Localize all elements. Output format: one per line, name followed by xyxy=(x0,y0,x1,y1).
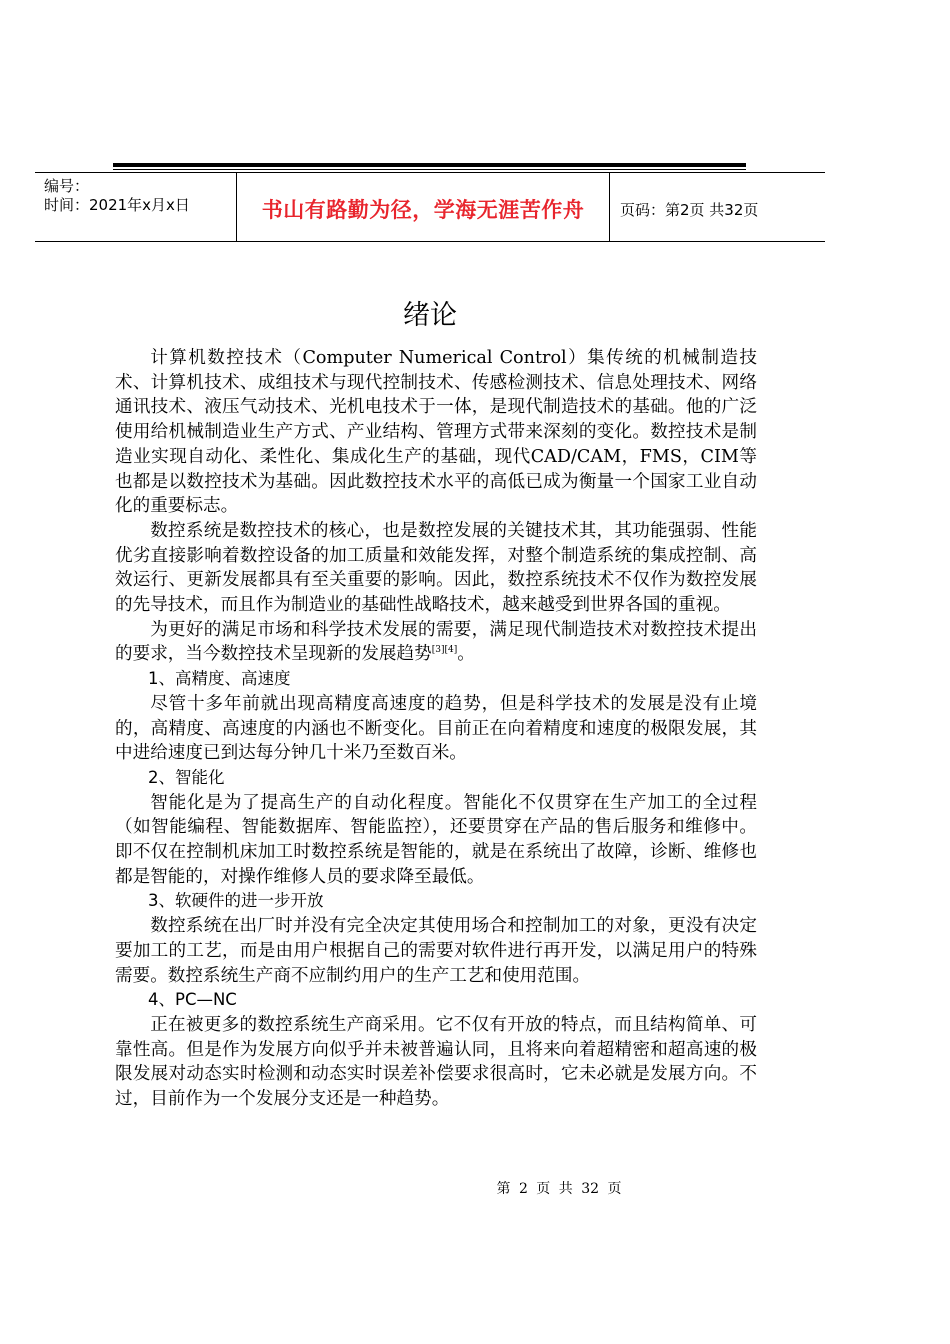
page-footer: 第 2 页 共 32 页 xyxy=(496,1181,622,1197)
citation: [3][4] xyxy=(431,645,458,656)
header-page-cell xyxy=(610,173,825,241)
sentence-end: 。 xyxy=(457,644,475,665)
section-body: 正在被更多的数控系统生产商采用。它不仅有开放的特点，而且结构简单、可靠性高。但是作为发展方向似乎并未被普遍认同，且将来向着超精密和超高速的极限发展对动态实时检测和动态实时误差补偿要求很高时，它未必就是发展方向。不过，目前作为一个发展分支还是一种趋势。 xyxy=(115,1014,757,1110)
motto-text: 书山有路勤为径，学海无涯苦作舟 xyxy=(261,198,585,222)
paragraph: 计算机数控技术（Computer Numerical Control）集传统的机械制造技术、计算机技术、成组技术与现代控制技术、传感检测技术、信息处理技术、网络通讯技术、液压气动技术、光机电技术于一体，是现代制造技术的基础。他的广泛使用给机械制造业生产方式、产业结构、管理方式带来深刻的变化。数控技术是制造业实现自动化、柔性化、集成化生产的基础，现代CAD/CAM，FMS，CIM等也都是以数控技术为基础。因此数控技术水平的高低已成为衡量一个国家工业自动化的重要标志。 xyxy=(115,348,757,517)
header-rule-thick xyxy=(113,163,746,167)
page-info: 页码：第2页 共32页 xyxy=(620,201,759,219)
time-label: 时间：2021年x月x日 xyxy=(44,196,190,214)
header-motto-cell xyxy=(237,173,610,241)
section-body: 数控系统在出厂时并没有完全决定其使用场合和控制加工的对象，更没有决定要加工的工艺，而是由用户根据自己的需要对软件进行再开发，以满足用户的特殊需要。数控系统生产商不应制约用户的生产工艺和使用范围。 xyxy=(115,916,757,986)
number-label: 编号： xyxy=(44,177,90,195)
section-heading: 4、PC—NC xyxy=(148,990,237,1010)
paragraph-text: 为更好的满足市场和科学技术发展的需要，满足现代制造技术对数控技术提出的要求，当今数控技术呈现新的发展趋势 xyxy=(115,619,757,665)
section-heading: 3、软硬件的进一步开放 xyxy=(148,891,324,911)
section-heading: 2、智能化 xyxy=(148,767,225,787)
header-rule-thin xyxy=(113,169,746,170)
document-body xyxy=(115,346,757,1112)
paragraph: 数控系统是数控技术的核心，也是数控发展的关键技术其，其功能强弱、性能优劣直接影响着数控设备的加工质量和效能发挥，对整个制造系统的集成控制、高效运行、更新发展都具有至关重要的影响。因此，数控系统技术不仅作为数控发展的先导技术，而且作为制造业的基础性战略技术，越来越受到世界各国的重视。 xyxy=(115,520,757,616)
header-info-cell xyxy=(35,173,237,241)
paragraph xyxy=(115,618,757,667)
section-heading: 1、高精度、高速度 xyxy=(148,669,291,689)
header-table xyxy=(35,172,825,242)
section-body: 尽管十多年前就出现高精度高速度的趋势，但是科学技术的发展是没有止境的，高精度、高速度的内涵也不断变化。目前正在向着精度和速度的极限发展，其中进给速度已到达每分钟几十米乃至数百米。 xyxy=(115,693,757,764)
section-body: 智能化是为了提高生产的自动化程度。智能化不仅贯穿在生产加工的全过程（如智能编程、智能数据库、智能监控），还要贯穿在产品的售后服务和维修中。即不仅在控制机床加工时数控系统是智能的，就是在系统出了故障，诊断、维修也都是智能的，对操作维修人员的要求降至最低。 xyxy=(115,792,757,887)
page-title: 绪论 xyxy=(403,300,457,331)
